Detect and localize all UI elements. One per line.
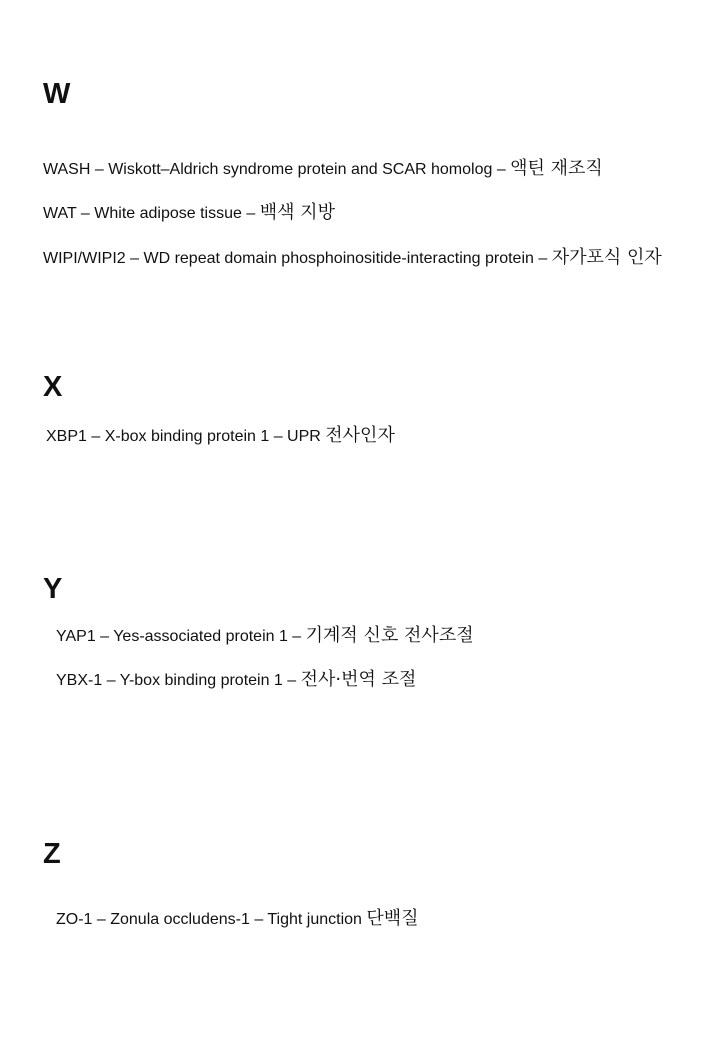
entry-definition: WASH – Wiskott–Aldrich syndrome protein and SCAR homolog – (43, 161, 511, 178)
glossary-entry-ybx1 (56, 669, 416, 691)
entry-definition: WAT – White adipose tissue – (43, 205, 260, 222)
entry-korean-term: 액틴 재조직 (510, 158, 603, 179)
entry-korean-term: 단백질 (366, 908, 419, 929)
glossary-entry-yap1 (56, 625, 474, 647)
entry-definition: WIPI/WIPI2 – WD repeat domain phosphoinositide-interacting protein – (43, 250, 552, 267)
section-heading-x: X (43, 371, 63, 403)
entry-korean-term: 기계적 신호 전사조절 (305, 625, 474, 646)
section-heading-y: Y (43, 573, 63, 605)
entry-definition: XBP1 – X-box binding protein 1 – UPR (46, 428, 326, 445)
glossary-entry-zo1 (56, 908, 419, 930)
entry-definition: YBX-1 – Y-box binding protein 1 – (56, 672, 301, 689)
entry-korean-term: 자가포식 인자 (551, 247, 662, 268)
glossary-entry-xbp1 (46, 425, 395, 447)
section-heading-w: W (43, 78, 71, 110)
entry-korean-term: 백색 지방 (259, 202, 335, 223)
section-heading-z: Z (43, 838, 61, 870)
glossary-entry-wash (43, 158, 603, 180)
entry-definition: YAP1 – Yes-associated protein 1 – (56, 628, 306, 645)
glossary-entry-wipi (43, 247, 662, 269)
entry-korean-term: 전사인자 (325, 425, 395, 446)
entry-korean-term: 전사·번역 조절 (300, 669, 417, 690)
entry-definition: ZO-1 – Zonula occludens-1 – Tight junction (56, 911, 367, 928)
glossary-entry-wat (43, 202, 335, 224)
